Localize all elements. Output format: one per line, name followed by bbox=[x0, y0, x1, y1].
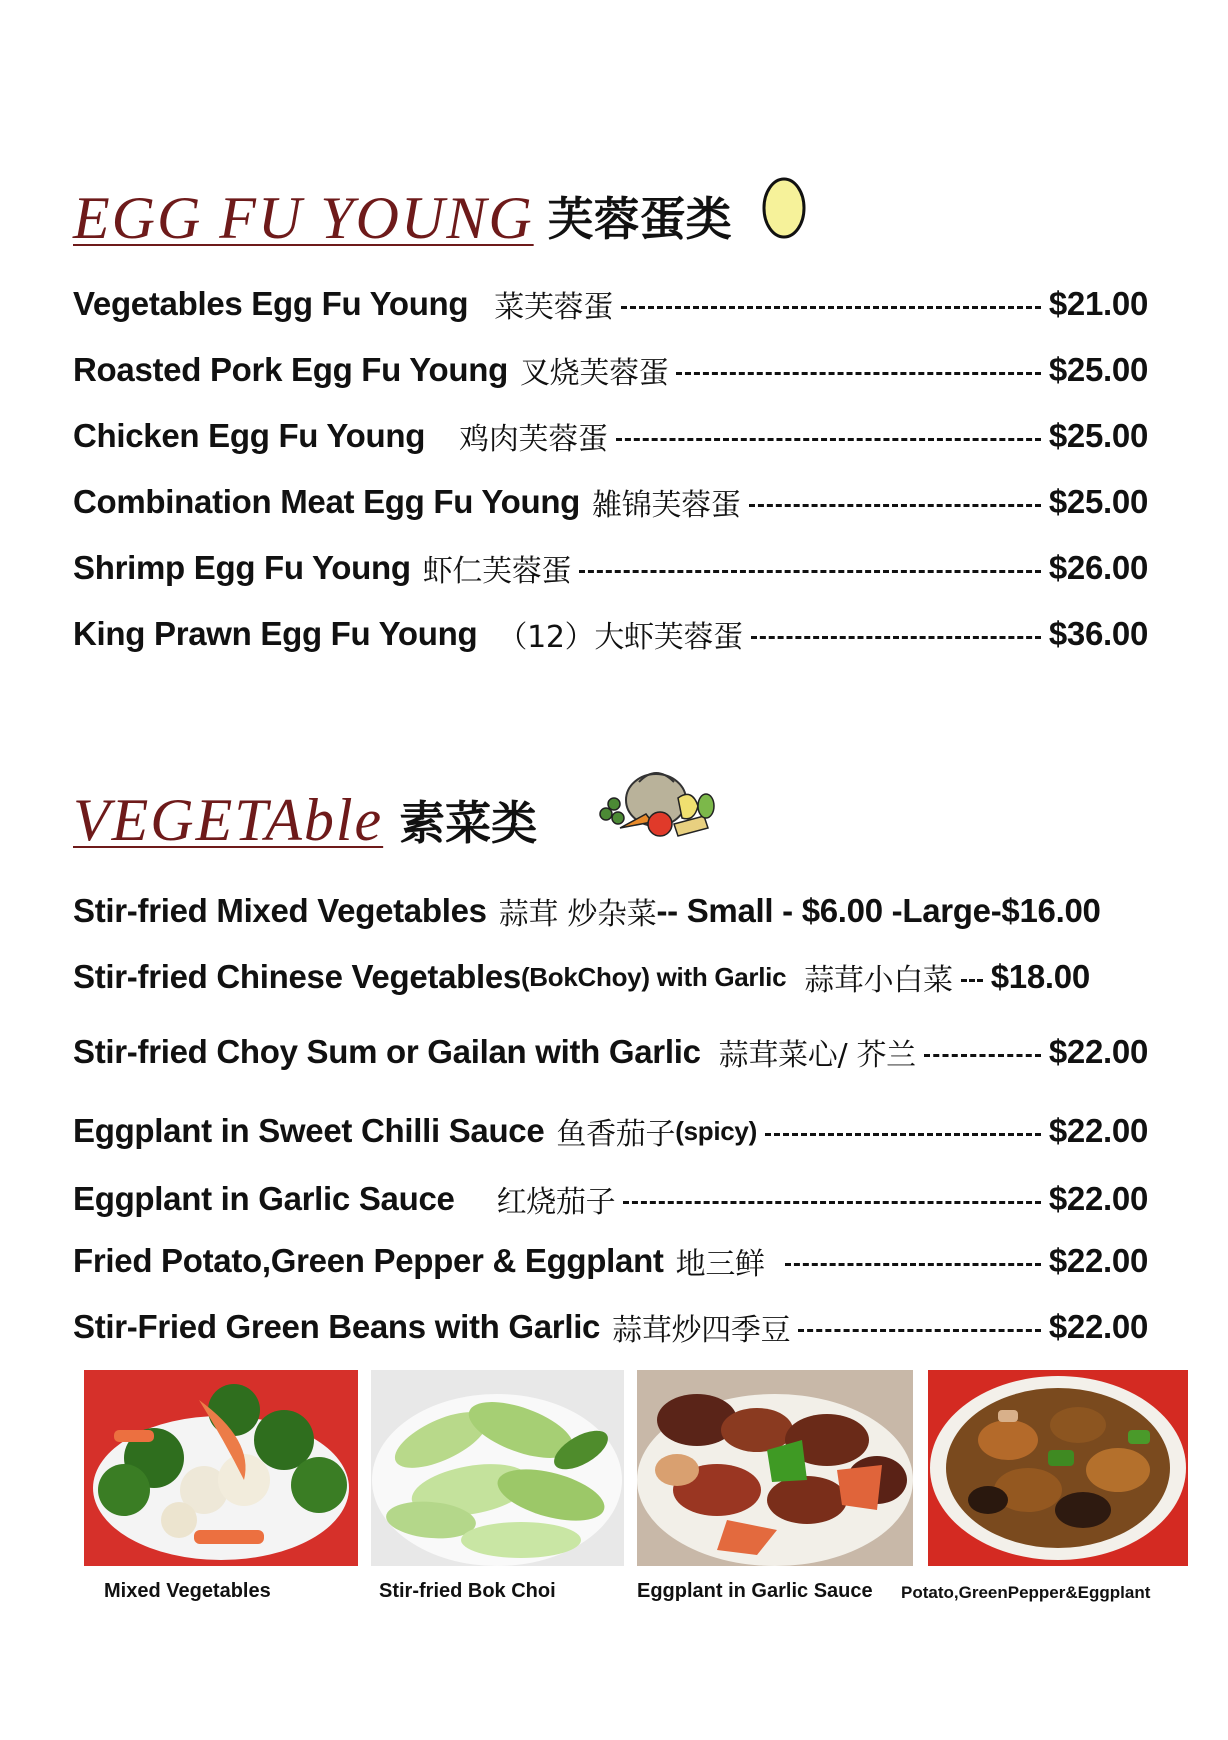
item-name: Roasted Pork Egg Fu Young bbox=[73, 351, 508, 388]
item-price: $22.00 bbox=[1048, 1308, 1148, 1345]
item-name: Eggplant in Sweet Chilli Sauce bbox=[73, 1112, 545, 1149]
item-name: Stir-fried Choy Sum or Gailan with Garlic bbox=[73, 1033, 701, 1070]
dotted-leader bbox=[924, 1054, 1041, 1057]
item-price: $22.00 bbox=[1048, 1242, 1148, 1279]
item-name-zh: 蒜茸炒四季豆 bbox=[612, 1313, 791, 1348]
veg-title-zh: 素菜类 bbox=[399, 796, 538, 850]
photo-potato-pepper-eggplant bbox=[928, 1370, 1188, 1566]
item-name: King Prawn Egg Fu Young bbox=[73, 615, 478, 652]
photo-caption: Eggplant in Garlic Sauce bbox=[637, 1580, 873, 1602]
item-note: (spicy) bbox=[675, 1115, 757, 1146]
item-name-zh: （12）大虾芙蓉蛋 bbox=[497, 620, 743, 655]
photo-mixed-vegetables bbox=[84, 1370, 358, 1566]
item-price: $22.00 bbox=[1048, 1033, 1148, 1070]
item-name-zh: 鸡肉芙蓉蛋 bbox=[459, 422, 608, 457]
item-price: $25.00 bbox=[1048, 483, 1148, 520]
egg-icon bbox=[760, 172, 810, 240]
item-name: Stir-fried Chinese Vegetables bbox=[73, 958, 521, 995]
menu-item bbox=[73, 1305, 1148, 1349]
item-price: $22.00 bbox=[1048, 1180, 1148, 1217]
dotted-leader bbox=[623, 1201, 1040, 1204]
item-name: Chicken Egg Fu Young bbox=[73, 417, 426, 454]
menu-item bbox=[73, 414, 1148, 458]
dotted-leader bbox=[749, 504, 1041, 507]
menu-item bbox=[73, 612, 1148, 656]
egg-section-title bbox=[73, 185, 732, 251]
menu-item bbox=[73, 348, 1148, 392]
dotted-leader bbox=[751, 636, 1041, 639]
item-price: $21.00 bbox=[1048, 285, 1148, 322]
item-name-zh: 红烧茄子 bbox=[496, 1185, 616, 1220]
photo-caption: Stir-fried Bok Choi bbox=[379, 1580, 556, 1602]
item-name: Combination Meat Egg Fu Young bbox=[73, 483, 581, 520]
item-name-detail: (BokChoy) with Garlic bbox=[520, 961, 787, 992]
item-price: $25.00 bbox=[1048, 351, 1148, 388]
item-name-zh: 叉烧芙蓉蛋 bbox=[519, 356, 669, 391]
item-price: $22.00 bbox=[1048, 1112, 1148, 1149]
menu-item bbox=[73, 1030, 1148, 1074]
dotted-leader bbox=[621, 306, 1041, 309]
item-name: Fried Potato,Green Pepper & Eggplant bbox=[73, 1242, 664, 1279]
dotted-leader bbox=[961, 979, 983, 982]
item-name-zh: 蒜茸小白菜 bbox=[804, 963, 953, 998]
vegetables-icon bbox=[594, 758, 720, 844]
large-label: Large bbox=[902, 892, 991, 929]
dotted-leader bbox=[616, 438, 1041, 441]
item-name-zh: 虾仁芙蓉蛋 bbox=[422, 554, 572, 589]
item-name: Eggplant in Garlic Sauce bbox=[73, 1180, 455, 1217]
menu-item bbox=[73, 480, 1148, 524]
egg-title-en: EGG FU YOUNG bbox=[73, 185, 534, 251]
menu-item bbox=[73, 1239, 1148, 1283]
dotted-leader bbox=[798, 1329, 1041, 1332]
item-name: Shrimp Egg Fu Young bbox=[73, 549, 411, 586]
item-name: Stir-fried Mixed Vegetables bbox=[73, 892, 487, 929]
item-name: Stir-Fried Green Beans with Garlic bbox=[73, 1308, 601, 1345]
dotted-leader bbox=[579, 570, 1041, 573]
small-price: $6.00 bbox=[801, 892, 883, 929]
menu-item bbox=[73, 1109, 1148, 1153]
dotted-leader bbox=[765, 1133, 1041, 1136]
item-name-zh: 菜芙蓉蛋 bbox=[494, 290, 614, 325]
item-name: Vegetables Egg Fu Young bbox=[73, 285, 469, 322]
item-price: $26.00 bbox=[1048, 549, 1148, 586]
photo-eggplant-garlic-sauce bbox=[637, 1370, 913, 1566]
menu-item: Stir-fried Mixed Vegetables 蒜茸 炒杂菜 -- Small - $6.00 - Large - $16.00 bbox=[73, 889, 1148, 933]
menu-item bbox=[73, 546, 1148, 590]
menu-item bbox=[73, 955, 1148, 999]
veg-section-title bbox=[73, 787, 538, 853]
dotted-leader bbox=[785, 1263, 1041, 1266]
photo-caption: Mixed Vegetables bbox=[104, 1580, 271, 1602]
menu-item bbox=[73, 1177, 1148, 1221]
dotted-leader bbox=[676, 372, 1040, 375]
item-name-zh: 雑锦芙蓉蛋 bbox=[592, 488, 741, 523]
item-name-zh: 鱼香茄子 bbox=[556, 1117, 676, 1152]
item-name-zh: 地三鲜 bbox=[675, 1247, 765, 1282]
small-label: Small bbox=[686, 892, 774, 929]
veg-title-en: VEGETAble bbox=[73, 787, 384, 853]
item-name-zh: 蒜茸 炒杂菜 bbox=[498, 897, 657, 932]
egg-title-zh: 芙蓉蛋类 bbox=[547, 192, 732, 246]
item-price: $18.00 bbox=[990, 958, 1090, 995]
photo-bok-choi bbox=[371, 1370, 624, 1566]
photo-caption: Potato,GreenPepper&Eggplant bbox=[901, 1583, 1151, 1602]
item-price: $25.00 bbox=[1048, 417, 1148, 454]
large-price: $16.00 bbox=[1001, 892, 1101, 929]
item-name-zh: 蒜茸菜心/ 芥兰 bbox=[718, 1038, 916, 1073]
menu-item bbox=[73, 282, 1148, 326]
item-price: $36.00 bbox=[1048, 615, 1148, 652]
